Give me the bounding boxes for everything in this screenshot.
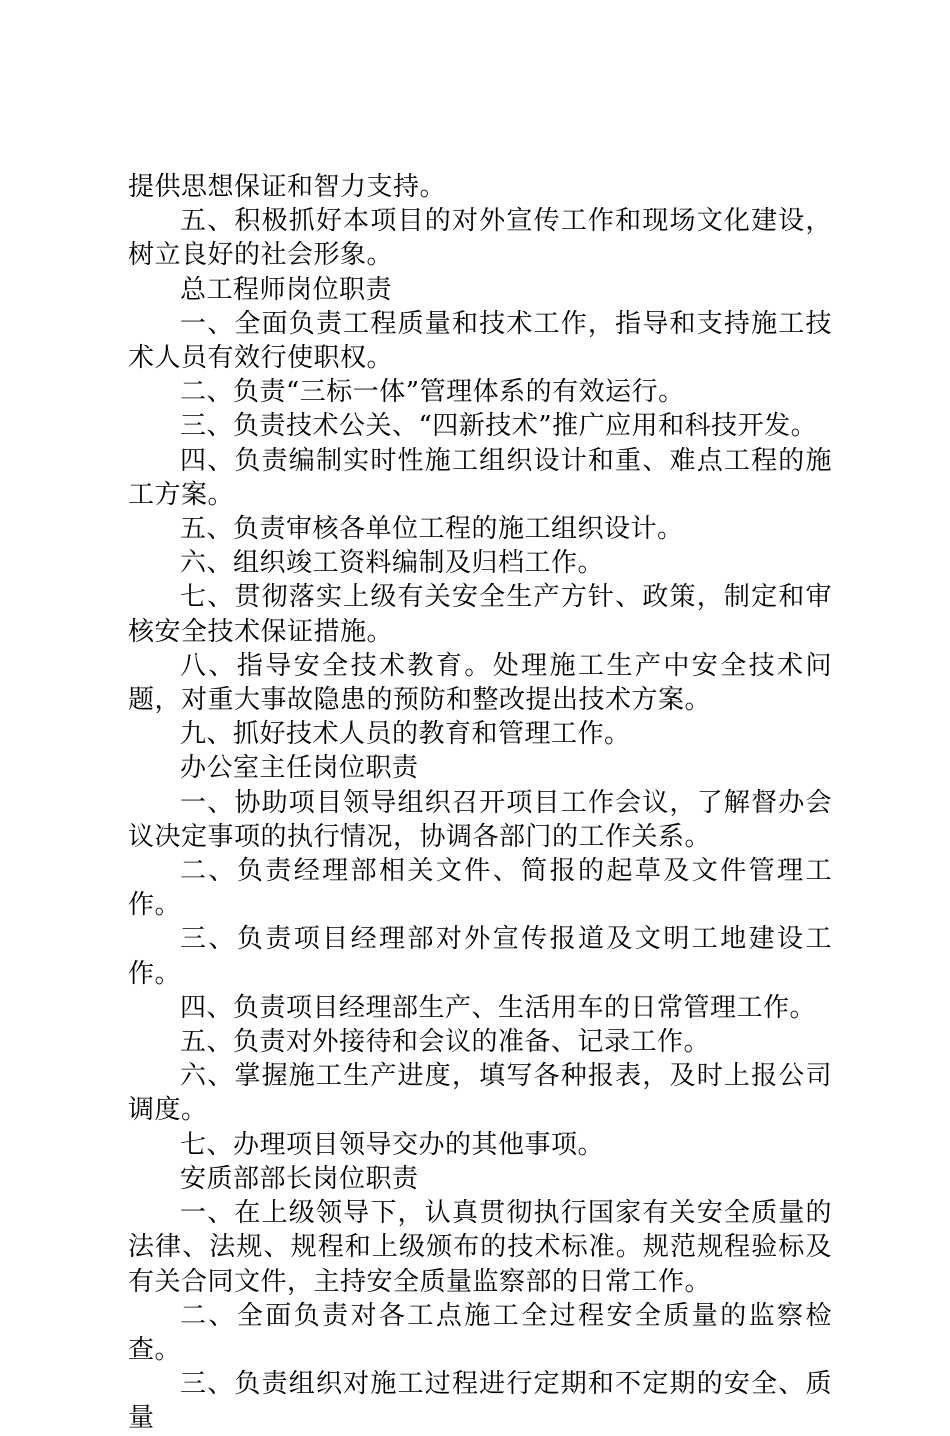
paragraph: 一、协助项目领导组织召开项目工作会议，了解督办会议决定事项的执行情况，协调各部门的工作关系。 [128, 787, 832, 852]
paragraph: 二、负责经理部相关文件、简报的起草及文件管理工作。 [128, 856, 832, 921]
paragraph: 六、组织竣工资料编制及归档工作。 [180, 548, 605, 579]
paragraph: 三、负责技术公关、“四新技术”推广应用和科技开发。 [180, 411, 818, 442]
paragraph: 一、在上级领导下，认真贯彻执行国家有关安全质量的法律、法规、规程和上级颁布的技术标准。规范规程验标及有关合同文件，主持安全质量监察部的日常工作。 [128, 1198, 832, 1297]
paragraph: 七、办理项目领导交办的其他事项。 [180, 1129, 605, 1160]
paragraph: 九、抓好技术人员的教育和管理工作。 [180, 719, 631, 750]
section-heading: 安质部部长岗位职责 [180, 1163, 419, 1194]
document-page [128, 170, 832, 1436]
paragraph: 五、积极抓好本项目的对外宣传工作和现场文化建设，树立良好的社会形象。 [128, 206, 832, 271]
paragraph: 一、全面负责工程质量和技术工作，指导和支持施工技术人员有效行使职权。 [128, 308, 832, 374]
paragraph: 八、指导安全技术教育。处理施工生产中安全技术问题，对重大事故隐患的预防和整改提出技术方案。 [128, 650, 832, 716]
paragraph: 二、全面负责对各工点施工全过程安全质量的监察检查。 [128, 1300, 832, 1365]
section-heading: 办公室主任岗位职责 [180, 753, 419, 784]
paragraph: 六、掌握施工生产进度，填写各种报表，及时上报公司调度。 [128, 1061, 832, 1126]
paragraph: 三、负责组织对施工过程进行定期和不定期的安全、质量 [128, 1369, 832, 1434]
section-heading: 总工程师岗位职责 [180, 274, 393, 305]
paragraph: 四、负责项目经理部生产、生活用车的日常管理工作。 [180, 992, 817, 1023]
paragraph: 五、负责审核各单位工程的施工组织设计。 [180, 514, 684, 545]
paragraph: 五、负责对外接待和会议的准备、记录工作。 [180, 1027, 711, 1058]
paragraph: 七、贯彻落实上级有关安全生产方针、政策，制定和审核安全技术保证措施。 [128, 582, 832, 647]
paragraph: 提供思想保证和智力支持。 [128, 172, 447, 202]
paragraph: 四、负责编制实时性施工组织设计和重、难点工程的施工方案。 [128, 445, 832, 510]
paragraph: 二、负责“三标一体”管理体系的有效运行。 [180, 377, 685, 408]
paragraph: 三、负责项目经理部对外宣传报道及文明工地建设工作。 [128, 924, 832, 989]
